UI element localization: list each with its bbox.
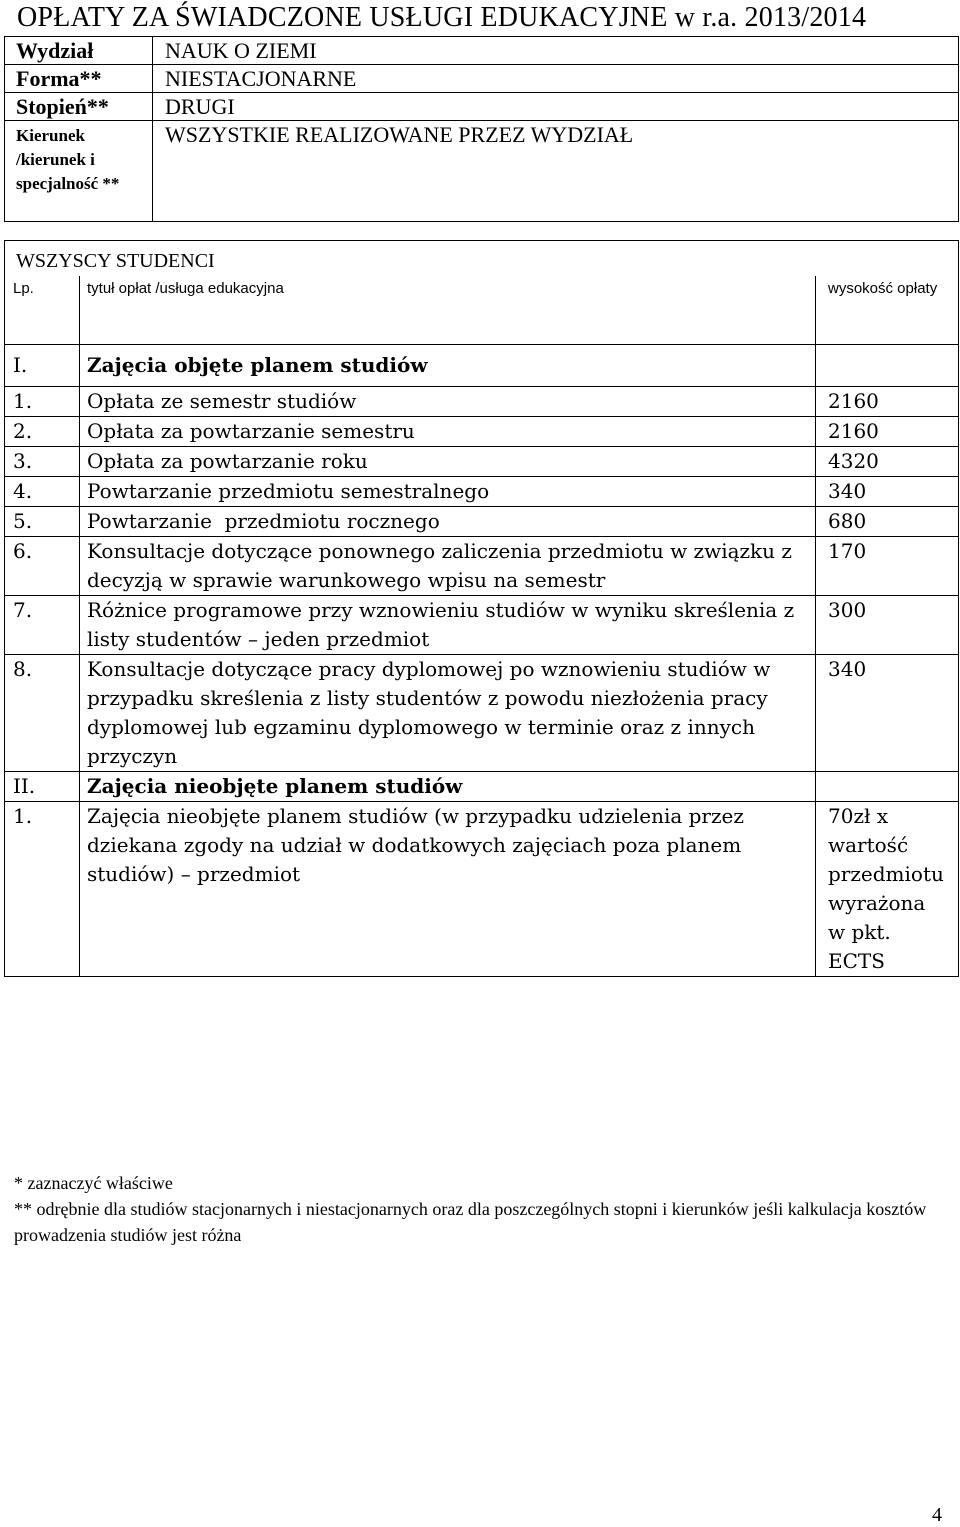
table-row <box>5 387 959 417</box>
row-number: 8. <box>5 655 80 772</box>
row-fee: 340 <box>816 655 959 772</box>
row-description: Różnice programowe przy wznowieniu studiów w wyniku skreślenia z listy studentów – jeden przedmiot <box>80 596 816 655</box>
row-fee: 2160 <box>816 417 959 447</box>
row-description: Konsultacje dotyczące pracy dyplomowej po wznowieniu studiów w przypadku skreślenia z listy studentów z powodu niezłożenia pracy dyplomowej lub egzaminu dyplomowego w terminie oraz z innych przyczyn <box>80 655 816 772</box>
row-description: Zajęcia nieobjęte planem studiów (w przypadku udzielenia przez dziekana zgody na udział w dodatkowych zajęciach poza planem studiów) – przedmiot <box>80 802 816 977</box>
row-description: Konsultacje dotyczące ponownego zaliczenia przedmiotu w związku z decyzją w sprawie warunkowego wpisu na semestr <box>80 537 816 596</box>
column-header-row <box>5 276 959 345</box>
header-value: WSZYSTKIE REALIZOWANE PRZEZ WYDZIAŁ <box>153 121 959 222</box>
row-fee: 170 <box>816 537 959 596</box>
row-number: 5. <box>5 507 80 537</box>
table-row <box>5 802 959 977</box>
col-lp-header: Lp. <box>5 276 80 345</box>
table-row <box>5 596 959 655</box>
row-number: 3. <box>5 447 80 477</box>
section-number: I. <box>5 345 80 387</box>
header-key: Forma** <box>5 65 153 93</box>
section-row <box>5 345 959 387</box>
row-fee: 300 <box>816 596 959 655</box>
table-row <box>5 655 959 772</box>
table-row <box>5 477 959 507</box>
table-row <box>5 417 959 447</box>
section-title: Zajęcia nieobjęte planem studiów <box>80 772 816 802</box>
section-row <box>5 772 959 802</box>
section-heading-row <box>5 241 959 277</box>
section-fee-empty <box>816 772 959 802</box>
header-row <box>5 37 959 65</box>
row-number: 1. <box>5 387 80 417</box>
section-fee-empty <box>816 345 959 387</box>
row-number: 2. <box>5 417 80 447</box>
header-value: NAUK O ZIEMI <box>153 37 959 65</box>
col-fee-header: wysokość opłaty <box>816 276 959 345</box>
header-row <box>5 121 959 222</box>
footnotes <box>14 1170 939 1248</box>
row-fee: 70zł x wartość przedmiotu wyrażona w pkt. ECTS <box>816 802 959 977</box>
row-number: 4. <box>5 477 80 507</box>
footnote: * zaznaczyć właściwe <box>14 1173 173 1193</box>
row-fee: 340 <box>816 477 959 507</box>
header-key: Stopień** <box>5 93 153 121</box>
row-fee: 4320 <box>816 447 959 477</box>
header-table <box>4 36 959 222</box>
header-key: Kierunek /kierunek i specjalność ** <box>5 121 153 222</box>
row-description: Opłata za powtarzanie semestru <box>80 417 816 447</box>
row-number: 6. <box>5 537 80 596</box>
section-title: Zajęcia objęte planem studiów <box>80 345 816 387</box>
section-number: II. <box>5 772 80 802</box>
table-row <box>5 447 959 477</box>
row-description: Powtarzanie przedmiotu rocznego <box>80 507 816 537</box>
section-heading: WSZYSCY STUDENCI <box>5 241 959 277</box>
col-title-header: tytuł opłat /usługa edukacyjna <box>80 276 816 345</box>
document-title: OPŁATY ZA ŚWIADCZONE USŁUGI EDUKACYJNE w r.a. 2013/2014 <box>17 2 867 33</box>
header-value: DRUGI <box>153 93 959 121</box>
row-description: Opłata ze semestr studiów <box>80 387 816 417</box>
footnote: ** odrębnie dla studiów stacjonarnych i niestacjonarnych oraz dla poszczególnych stopni i kierunków jeśli kalkulacja kosztów prowadzenia studiów jest różna <box>14 1199 927 1245</box>
row-description: Powtarzanie przedmiotu semestralnego <box>80 477 816 507</box>
fees-table <box>4 240 959 977</box>
page-number: 4 <box>932 1504 942 1526</box>
header-key: Wydział <box>5 37 153 65</box>
header-row <box>5 65 959 93</box>
table-row <box>5 507 959 537</box>
table-row <box>5 537 959 596</box>
header-row <box>5 93 959 121</box>
row-number: 7. <box>5 596 80 655</box>
header-value: NIESTACJONARNE <box>153 65 959 93</box>
row-description: Opłata za powtarzanie roku <box>80 447 816 477</box>
row-number: 1. <box>5 802 80 977</box>
row-fee: 680 <box>816 507 959 537</box>
row-fee: 2160 <box>816 387 959 417</box>
